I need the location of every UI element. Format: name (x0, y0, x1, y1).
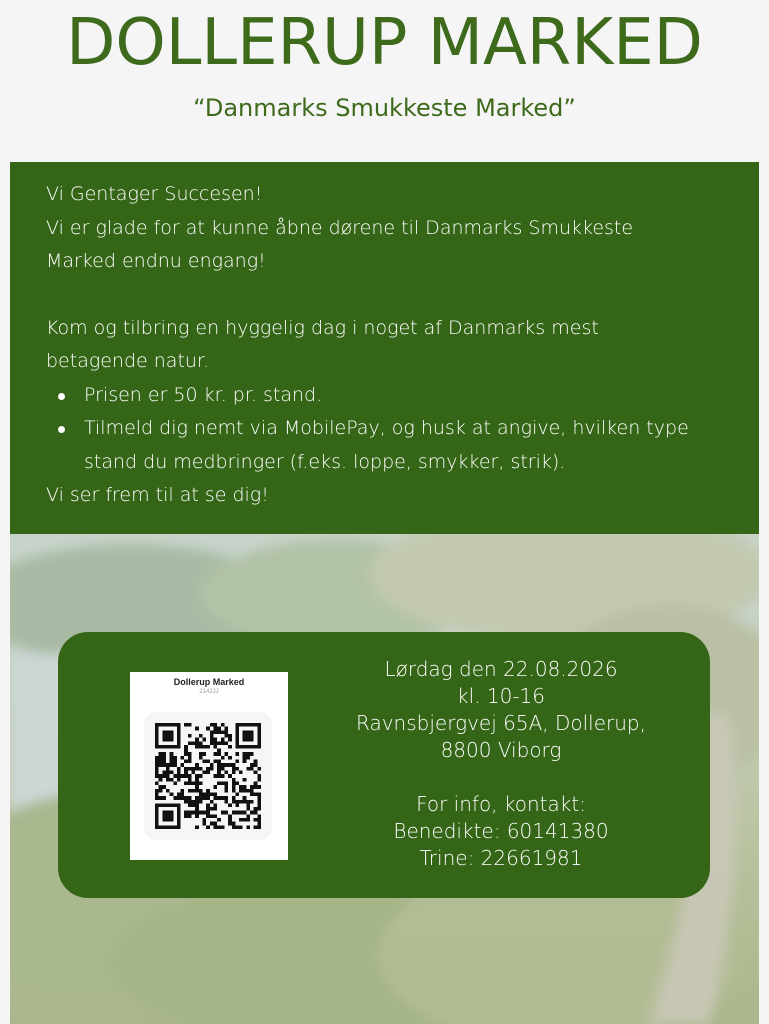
info-list (46, 379, 729, 480)
intro-invite: Kom og tilbring en hyggelig dag i noget af Danmarks mest betagende natur. (46, 316, 599, 372)
contact-heading: For info, kontakt: (416, 792, 586, 816)
contact-trine: Trine: 22661981 (419, 846, 583, 870)
event-details (316, 656, 686, 872)
qr-modules (155, 723, 261, 829)
intro-panel (10, 162, 759, 534)
mobilepay-qr-card[interactable] (130, 672, 288, 860)
list-item-signup: Tilmeld dig nemt via MobilePay, og husk at angive, hvilken type stand du medbringer (f.eks. loppe, smykker, strik). (46, 412, 736, 479)
qr-frame (144, 712, 272, 840)
intro-closing: Vi ser frem til at se dig! (46, 484, 269, 506)
intro-headline: Vi Gentager Succesen! (46, 183, 263, 205)
event-info-card (58, 632, 710, 898)
qr-code-label: 2142JJ (199, 689, 219, 695)
event-time: kl. 10-16 (457, 684, 545, 708)
page-subtitle: “Danmarks Smukkeste Marked” (193, 94, 576, 122)
qr-title: Dollerup Marked (173, 677, 245, 687)
event-address-line1: Ravnsbjergvej 65A, Dollerup, (356, 711, 646, 735)
page-title: DOLLERUP MARKED (66, 6, 703, 80)
event-date: Lørdag den 22.08.2026 (384, 657, 618, 681)
event-address-line2: 8800 Viborg (440, 738, 562, 762)
qr-code-icon (155, 723, 261, 829)
intro-text: Vi er glade for at kunne åbne dørene til Danmarks Smukkeste Marked endnu engang! (46, 216, 634, 272)
contact-benedikte: Benedikte: 60141380 (393, 819, 609, 843)
list-item-price: Prisen er 50 kr. pr. stand. (46, 379, 729, 413)
